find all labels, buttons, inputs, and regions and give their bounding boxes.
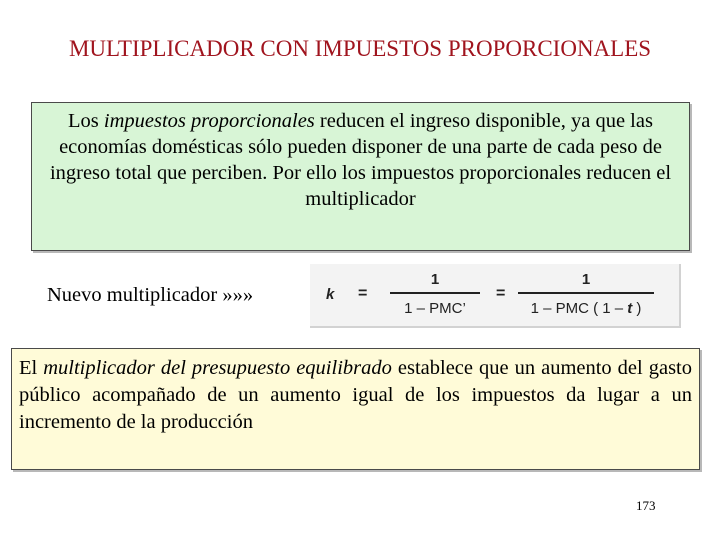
- formula-fraction-2: [518, 270, 654, 319]
- slide-title: MULTIPLICADOR CON IMPUESTOS PROPORCIONALES: [68, 36, 652, 61]
- balanced-budget-note: [11, 348, 700, 470]
- note-emphasis: impuestos proporcionales: [103, 110, 315, 132]
- formula-equals-1: =: [358, 285, 368, 302]
- fraction-1-denominator: 1 – PMC’: [404, 299, 466, 317]
- fraction-1-bar: [390, 292, 480, 294]
- formula-equals-2: =: [496, 285, 506, 302]
- fraction-1-numerator: 1: [430, 271, 440, 288]
- page-number: 173: [636, 498, 656, 513]
- budget-emphasis: multiplicador del presupuesto equilibrado: [43, 357, 392, 379]
- multiplier-formula: [310, 264, 681, 328]
- fraction-2-numerator: 1: [581, 271, 591, 288]
- note-text-start: Los: [68, 110, 104, 132]
- den2-main: 1 – PMC ( 1 –: [530, 299, 628, 317]
- formula-fraction-1: [390, 270, 480, 319]
- note-text-end: reducen el ingreso disponible, ya que las economías domésticas sólo pueden disponer de una parte de cada peso de ingreso total que perciben. Por ello los impuestos proporcionales reducen el multiplicador: [49, 110, 672, 210]
- fraction-2-denominator: [518, 299, 654, 319]
- new-multiplier-label: Nuevo multiplicador »»»: [47, 284, 254, 306]
- proportional-tax-note: [31, 102, 690, 251]
- fraction-2-bar: [518, 292, 654, 294]
- budget-text-end: establece que un aumento del gasto público acompañado de un aumento igual de los impuestos da lugar a un incremento de la producción: [19, 357, 693, 433]
- formula-k: k: [326, 286, 335, 303]
- budget-text-start: El: [19, 357, 44, 379]
- den2-close: ): [632, 299, 642, 317]
- den2-t: t: [627, 299, 633, 317]
